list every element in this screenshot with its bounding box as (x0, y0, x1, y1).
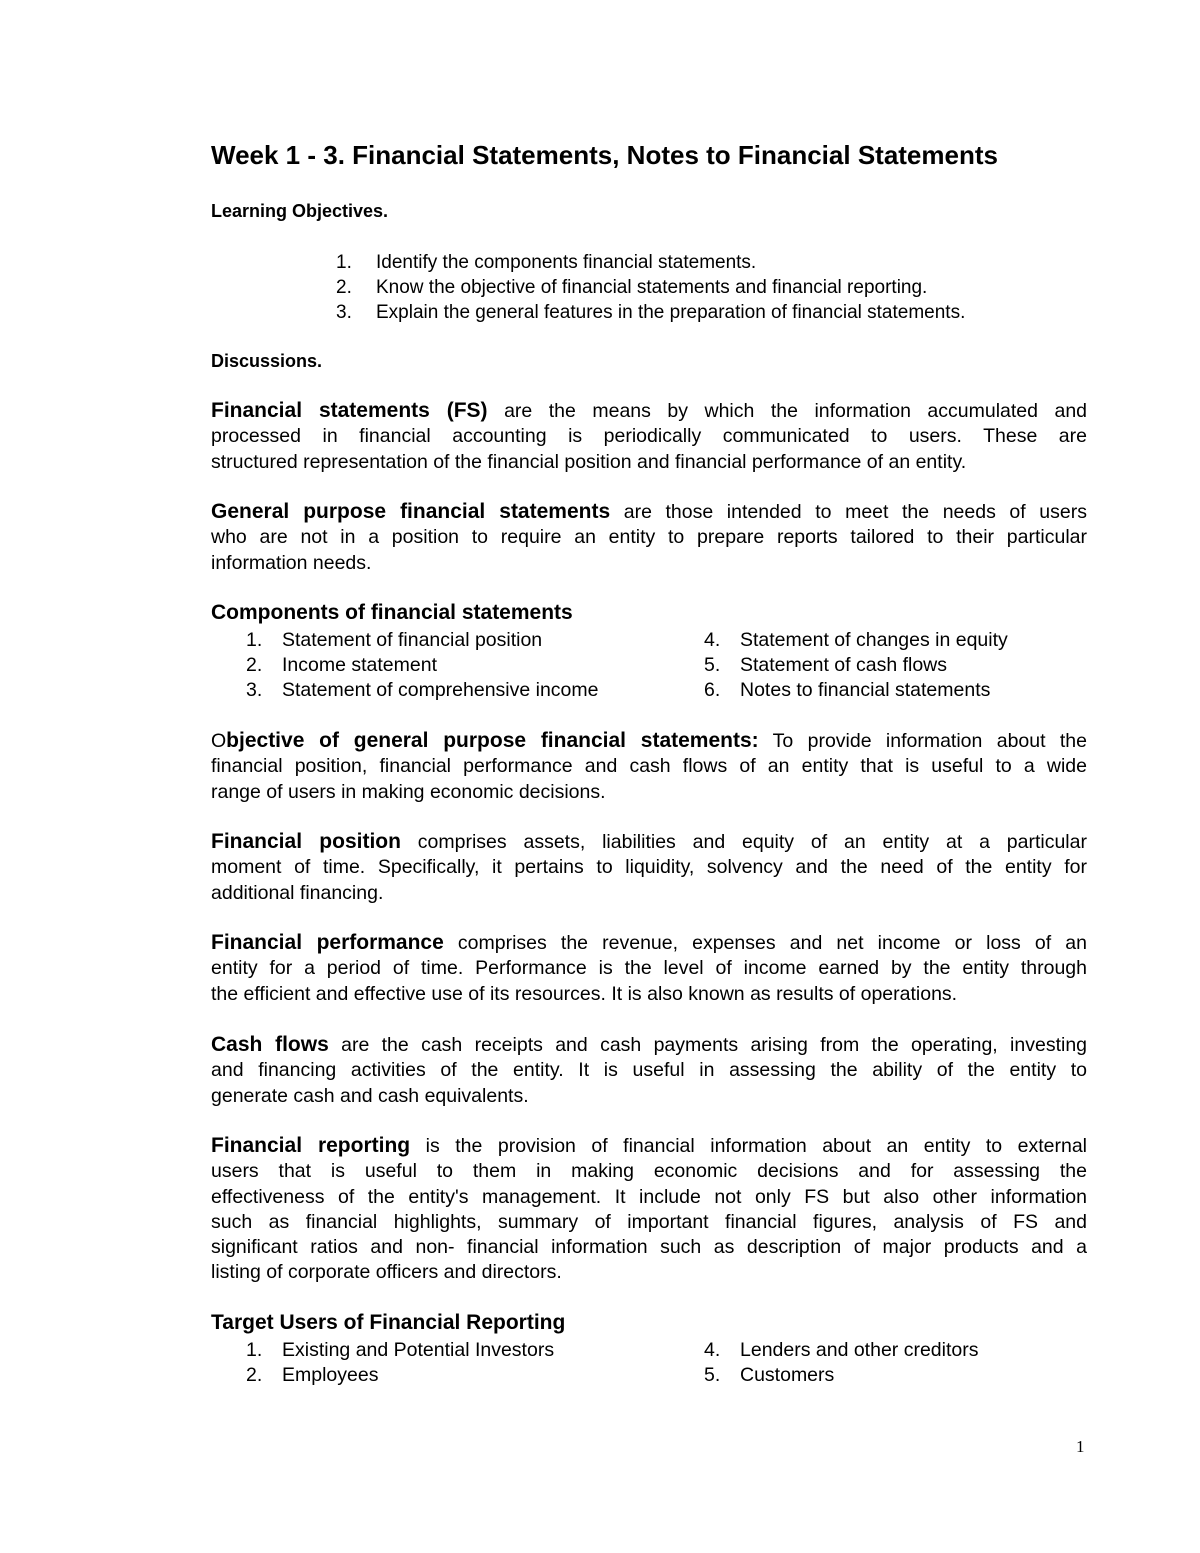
list-number: 3. (336, 302, 352, 323)
paragraph-text: range of users in making economic decisions. (211, 780, 606, 803)
discussions-heading: Discussions. (211, 351, 323, 371)
list-item (704, 1363, 978, 1388)
target-users-left-column (246, 1338, 554, 1388)
term: General purpose financial statements (211, 500, 611, 523)
term: Financial reporting (211, 1134, 411, 1157)
list-item (336, 300, 965, 325)
list-number: 4. (704, 629, 721, 651)
learning-objectives-list (336, 250, 965, 325)
list-item (704, 1338, 978, 1363)
list-text: Notes to financial statements (740, 679, 991, 701)
paragraph-text: the efficient and effective use of its resources. It is also known as results of operations. (211, 982, 958, 1005)
term: Financial performance (211, 931, 444, 954)
paragraph-text: and financing activities of the entity. It is useful in assessing the ability of the entity to (211, 1059, 1087, 1082)
page-number: 1 (1076, 1437, 1085, 1456)
list-text: Lenders and other creditors (740, 1339, 979, 1361)
paragraph-text: moment of time. Specifically, it pertains to liquidity, solvency and the need of the entity for (211, 856, 1087, 879)
list-item (336, 275, 965, 300)
list-text: Statement of comprehensive income (282, 679, 599, 701)
list-number: 2. (246, 1364, 263, 1386)
list-number: 2. (246, 654, 263, 676)
list-number: 5. (704, 1364, 721, 1386)
list-number: 6. (704, 679, 721, 701)
paragraph-text: To provide information about the (772, 730, 1087, 752)
term: Financial position (211, 830, 401, 853)
paragraph-text: processed in financial accounting is periodically communicated to users. These are (211, 425, 1087, 448)
list-item (246, 653, 599, 678)
list-number: 1. (246, 1339, 263, 1361)
paragraph-text: effectiveness of the entity's management. It include not only FS but also other information (211, 1185, 1087, 1208)
term-initial: O (211, 730, 227, 752)
paragraph-text: users that is useful to them in making economic decisions and for assessing the (211, 1160, 1087, 1183)
paragraph-text: generate cash and cash equivalents. (211, 1084, 529, 1107)
list-item (246, 1363, 554, 1388)
list-number: 1. (336, 252, 352, 273)
list-number: 3. (246, 679, 263, 701)
list-text: Identify the components financial statements. (376, 252, 757, 273)
components-right-column (704, 628, 1008, 703)
paragraph-text: who are not in a position to require an entity to prepare reports tailored to their particular (211, 526, 1087, 549)
cash-flows-paragraph (211, 1032, 1087, 1109)
list-number: 4. (704, 1339, 721, 1361)
list-item (704, 628, 1008, 653)
financial-performance-paragraph (211, 930, 1087, 1007)
objective-paragraph (211, 728, 1087, 805)
target-users-heading: Target Users of Financial Reporting (211, 1311, 566, 1334)
list-item (704, 678, 1008, 703)
list-item (246, 1338, 554, 1363)
paragraph-text: additional financing. (211, 881, 384, 904)
paragraph-text: are the cash receipts and cash payments arising from the operating, investing (341, 1034, 1088, 1056)
gpfs-definition-paragraph (211, 499, 1087, 576)
list-number: 1. (246, 629, 263, 651)
term: bjective of general purpose financial statements: (226, 729, 759, 752)
list-text: Know the objective of financial statements and financial reporting. (376, 277, 928, 298)
paragraph-text: entity for a period of time. Performance is the level of income earned by the entity through (211, 957, 1087, 980)
paragraph-text: such as financial highlights, summary of important financial figures, analysis of FS and (211, 1210, 1087, 1233)
learning-objectives-heading: Learning Objectives. (211, 201, 389, 221)
paragraph-text: comprises assets, liabilities and equity of an entity at a particular (417, 831, 1087, 853)
list-item (704, 653, 1008, 678)
paragraph-text: is the provision of financial information about an entity to external (425, 1135, 1087, 1157)
paragraph-text: are those intended to meet the needs of users (623, 501, 1087, 523)
list-text: Explain the general features in the preparation of financial statements. (376, 302, 966, 323)
components-left-column (246, 628, 599, 703)
list-text: Statement of financial position (282, 629, 543, 651)
list-text: Existing and Potential Investors (282, 1339, 555, 1361)
list-text: Income statement (282, 654, 437, 676)
term: Financial statements (FS) (211, 399, 488, 422)
list-text: Statement of cash flows (740, 654, 948, 676)
list-number: 5. (704, 654, 721, 676)
paragraph-text: listing of corporate officers and directors. (211, 1261, 562, 1284)
paragraph-text: financial position, financial performance and cash flows of an entity that is useful to a wide (211, 755, 1087, 778)
paragraph-text: structured representation of the financial position and financial performance of an entity. (211, 450, 967, 473)
list-item (246, 678, 599, 703)
list-number: 2. (336, 277, 352, 298)
financial-reporting-paragraph (211, 1133, 1087, 1286)
list-item (246, 628, 599, 653)
list-item (336, 250, 965, 275)
paragraph-text: are the means by which the information accumulated and (504, 400, 1088, 422)
list-text: Statement of changes in equity (740, 629, 1008, 651)
paragraph-text: comprises the revenue, expenses and net income or loss of an (457, 932, 1087, 954)
paragraph-text: information needs. (211, 551, 372, 574)
list-text: Customers (740, 1364, 835, 1386)
financial-position-paragraph (211, 829, 1087, 906)
fs-definition-paragraph (211, 398, 1087, 475)
paragraph-text: significant ratios and non- financial information such as description of major products and a (211, 1236, 1087, 1259)
target-users-right-column (704, 1338, 978, 1388)
list-text: Employees (282, 1364, 379, 1386)
term: Cash flows (211, 1033, 329, 1056)
page-title: Week 1 - 3. Financial Statements, Notes to Financial Statements (211, 140, 998, 170)
components-heading: Components of financial statements (211, 601, 573, 624)
